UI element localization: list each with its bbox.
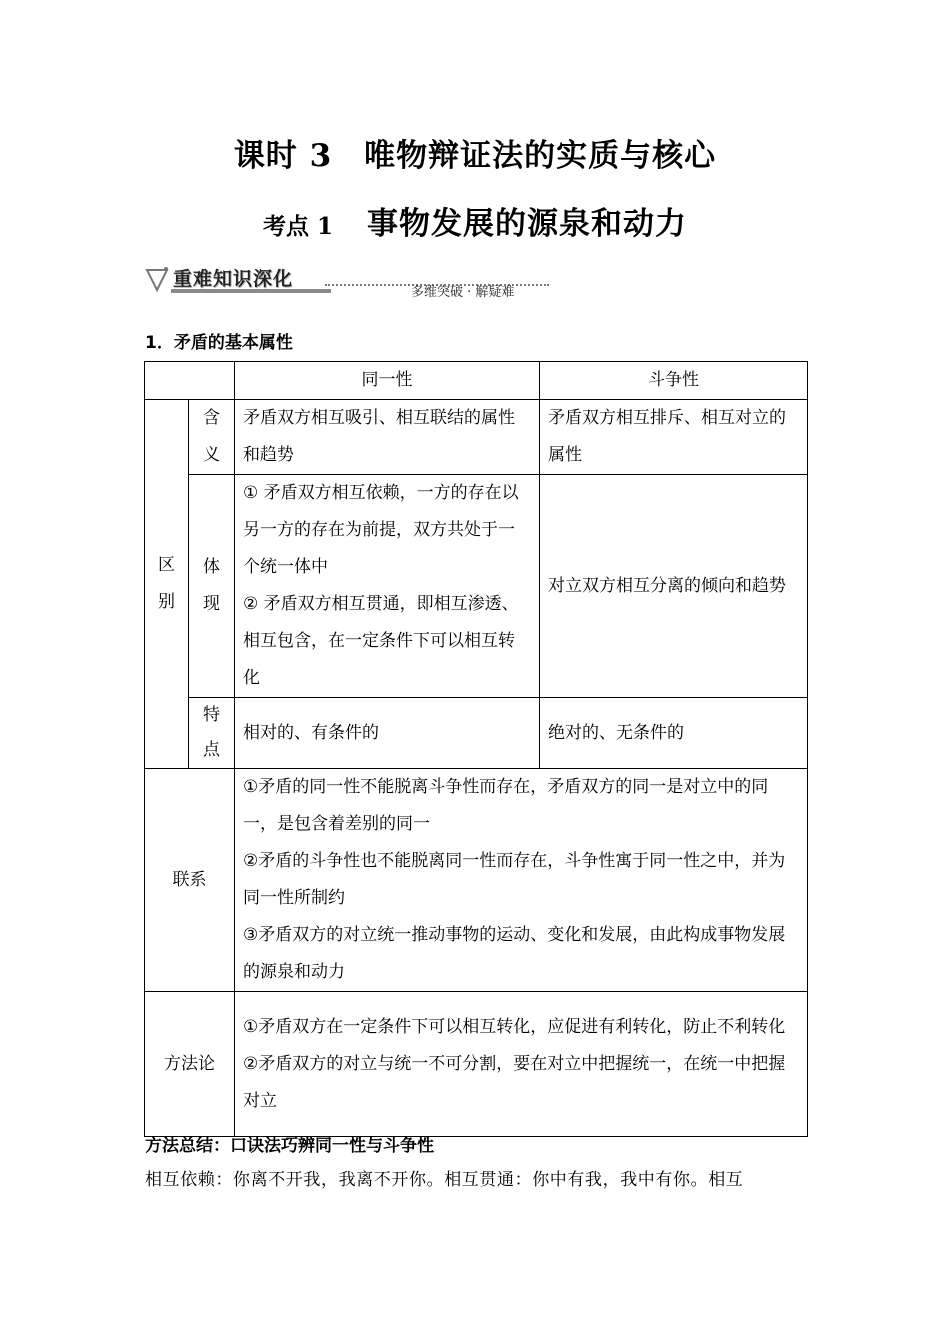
table-header-row bbox=[145, 362, 808, 400]
method-item-2: ②矛盾双方的对立与统一不可分割，要在对立中把握统一，在统一中把握对立 bbox=[243, 1053, 786, 1111]
section-heading: 1．矛盾的基本属性 bbox=[145, 333, 293, 353]
relation-item-1: ①矛盾的同一性不能脱离斗争性而存在，矛盾双方的同一是对立中的同一，是包含着差别的同一 bbox=[243, 777, 769, 834]
table-row bbox=[145, 698, 808, 769]
feature-identity-cell: 相对的、有条件的 bbox=[235, 698, 540, 769]
manifest-identity-item-2: ② 矛盾双方相互贯通，即相互渗透、相互包含，在一定条件下可以相互转化 bbox=[243, 594, 519, 688]
row-label-method: 方法论 bbox=[145, 992, 235, 1137]
row-label-meaning bbox=[189, 400, 235, 475]
method-summary-text: 相互依赖：你离不开我，我离不开你。相互贯通：你中有我，我中有你。相互 bbox=[145, 1170, 744, 1190]
lesson-title: 课时 3 唯物辩证法的实质与核心 bbox=[233, 138, 717, 174]
point-topic: 事物发展的源泉和动力 bbox=[367, 206, 687, 242]
meaning-label: 含义 bbox=[203, 408, 220, 465]
row-label-relation: 联系 bbox=[145, 769, 235, 992]
relation-cell bbox=[235, 769, 808, 992]
header-struggle: 斗争性 bbox=[540, 362, 808, 400]
manifest-struggle-cell: 对立双方相互分离的倾向和趋势 bbox=[540, 475, 808, 698]
point-label: 考点 1 bbox=[262, 213, 333, 240]
row-label-feature bbox=[189, 698, 235, 769]
manifest-identity-item-1: ① 矛盾双方相互依赖，一方的存在以另一方的存在为前提，双方共处于一个统一体中 bbox=[243, 483, 519, 577]
table-row bbox=[145, 769, 808, 992]
table-row bbox=[145, 400, 808, 475]
feature-label: 特点 bbox=[203, 705, 220, 760]
relation-item-2: ②矛盾的斗争性也不能脱离同一性而存在，斗争性寓于同一性之中，并为同一性所制约 bbox=[243, 851, 786, 908]
header-identity: 同一性 bbox=[235, 362, 540, 400]
relation-item-3: ③矛盾双方的对立统一推动事物的运动、变化和发展，由此构成事物发展的源泉和动力 bbox=[243, 925, 786, 982]
table-row bbox=[145, 992, 808, 1137]
manifest-identity-cell bbox=[235, 475, 540, 698]
method-item-1: ①矛盾双方在一定条件下可以相互转化，应促进有利转化，防止不利转化 bbox=[243, 1016, 786, 1037]
banner-label: 重难知识深化 bbox=[173, 268, 294, 290]
meaning-identity-cell: 矛盾双方相互吸引、相互联结的属性和趋势 bbox=[235, 400, 540, 475]
method-cell bbox=[235, 992, 808, 1137]
row-group-difference bbox=[145, 400, 189, 769]
topic-title bbox=[0, 198, 950, 243]
row-label-manifest bbox=[189, 475, 235, 698]
banner-subtitle: 多维突破 · 解疑难 bbox=[411, 285, 515, 300]
meaning-struggle-cell: 矛盾双方相互排斥、相互对立的属性 bbox=[540, 400, 808, 475]
contradiction-table bbox=[144, 361, 808, 1137]
difference-label: 区别 bbox=[158, 555, 175, 612]
manifest-label: 体现 bbox=[203, 557, 220, 614]
section-banner bbox=[145, 262, 545, 302]
method-summary-heading: 方法总结：口诀法巧辨同一性与斗争性 bbox=[145, 1136, 434, 1156]
feature-struggle-cell: 绝对的、无条件的 bbox=[540, 698, 808, 769]
header-corner-cell bbox=[145, 362, 235, 400]
table-row bbox=[145, 475, 808, 698]
triangle-icon bbox=[145, 266, 171, 294]
